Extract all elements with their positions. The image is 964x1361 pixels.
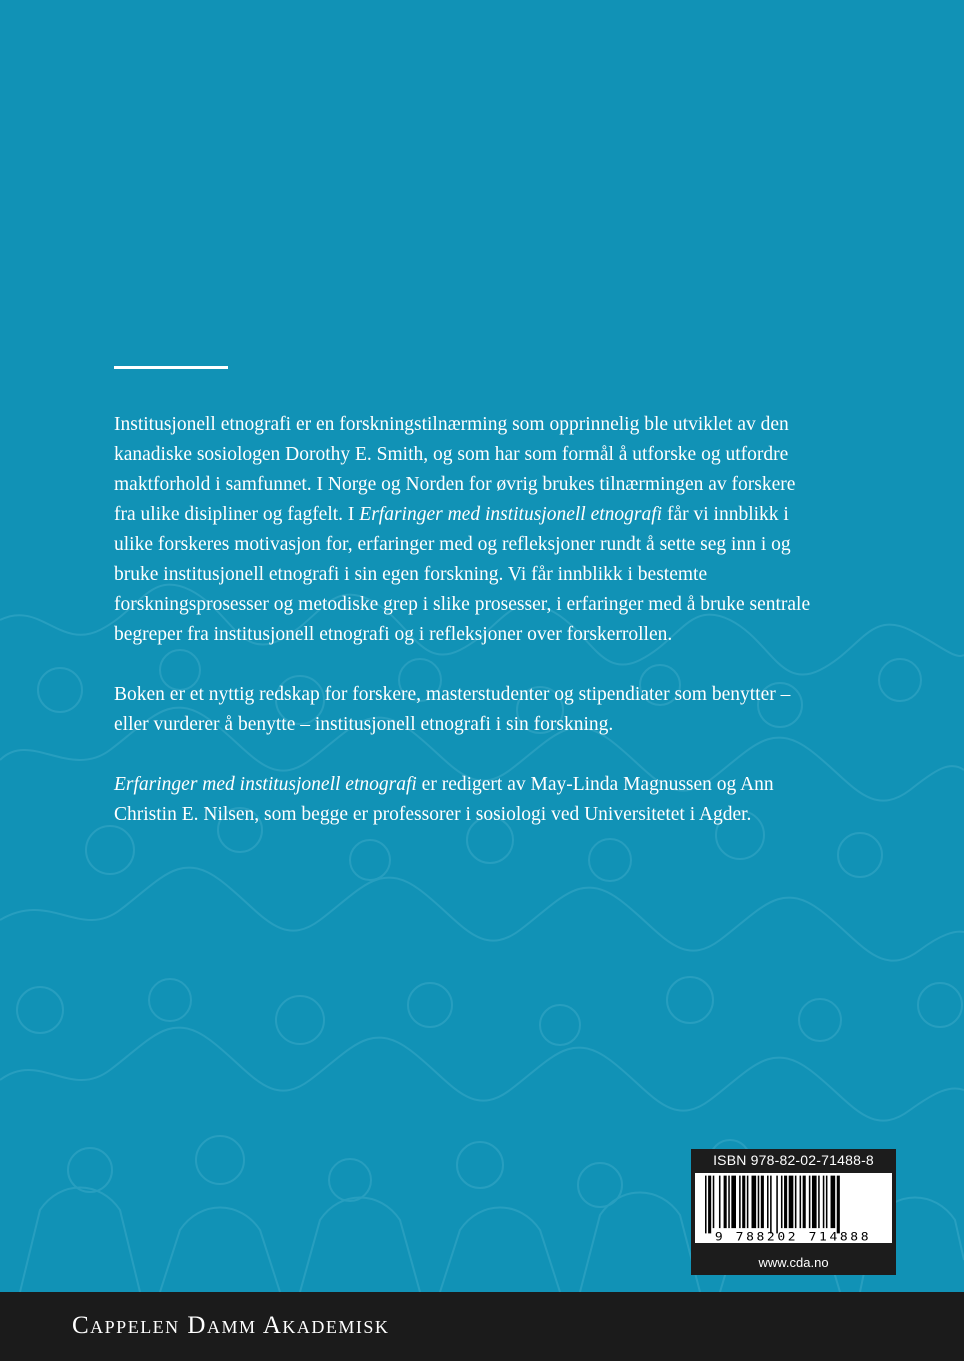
- barcode-bar: [837, 1176, 840, 1234]
- barcode-bar: [724, 1176, 727, 1229]
- barcode-bar: [784, 1176, 787, 1229]
- isbn-barcode-box: [691, 1149, 896, 1275]
- barcode-bar: [800, 1176, 802, 1229]
- barcode-bar: [826, 1176, 828, 1229]
- barcode-bar: [809, 1176, 811, 1229]
- barcode-bar: [789, 1176, 794, 1229]
- barcode-bar: [758, 1176, 760, 1229]
- barcode-bar: [728, 1176, 730, 1229]
- barcode-digits: 9 788202 714888: [714, 1230, 872, 1243]
- barcode-bar: [708, 1176, 711, 1234]
- barcode-bar: [705, 1176, 707, 1234]
- barcode-bar: [776, 1176, 778, 1234]
- publisher-url: www.cda.no: [758, 1255, 829, 1270]
- barcode-bar: [823, 1176, 825, 1229]
- book-title: Erfaringer med institusjonell etnografi: [114, 774, 417, 795]
- barcode-bar: [719, 1176, 721, 1229]
- barcode-bar: [752, 1176, 757, 1229]
- barcode-bar: [767, 1176, 769, 1229]
- barcode-bar: [818, 1176, 820, 1229]
- barcode-bar: [739, 1176, 741, 1229]
- barcode-bar: [761, 1176, 764, 1229]
- barcode-bar: [747, 1176, 749, 1229]
- barcode: [695, 1173, 892, 1243]
- book-title: Erfaringer med institusjonell etnografi: [359, 504, 663, 525]
- barcode-bar: [742, 1176, 745, 1229]
- barcode-bar: [713, 1176, 715, 1229]
- barcode-bar: [795, 1176, 797, 1229]
- barcode-bar: [803, 1176, 806, 1229]
- decorative-rule: [114, 366, 228, 369]
- blurb-paragraph-2: Boken er et nyttig redskap for forskere, masterstudenter og stipendiater som benytter – eller vurderer å benytte – institusjonell etnografi i sin forskning.: [114, 684, 791, 735]
- publisher-footer: [0, 1292, 964, 1361]
- blurb-paragraph-1: Institusjonell etnografi er en forskningstilnærming som opprinnelig ble utviklet av den kanadiske sosiologen Dorothy E. Smith, og som har som formål å utforske og utfordre maktforhold i samfunnet. I Norge og Norden for øvrig brukes tilnærmingen av forskere fra ulike disipliner og fagfelt. I Erfaringer med institusjonell etnografi får vi innblikk i ulike forskeres motivasjon for, erfaringer med og refleksjoner rundt å sette seg inn i og bruke institusjonell etnografi i sin egen forskning. Vi får innblikk i bestemte forskningsprosesser og metodiske grep i slike prosesser, i erfaringer med å bruke sentrale begreper fra institusjonell etnografi og i refleksjoner over forskerrollen.: [114, 414, 811, 645]
- barcode-bar: [831, 1176, 836, 1229]
- barcode-bar: [731, 1176, 736, 1229]
- barcode-bar: [812, 1176, 817, 1229]
- barcode-bar: [770, 1176, 772, 1234]
- publisher-logo: Cappelen Damm Akademisk: [72, 1312, 390, 1339]
- blurb-text: [114, 410, 814, 860]
- barcode-bar: [781, 1176, 783, 1229]
- blurb-paragraph-3: Erfaringer med institusjonell etnografi er redigert av May-Linda Magnussen og Ann Christin E. Nilsen, som begge er professorer i sosiologi ved Universitetet i Agder.: [114, 774, 774, 825]
- isbn-number: ISBN 978-82-02-71488-8: [713, 1152, 874, 1168]
